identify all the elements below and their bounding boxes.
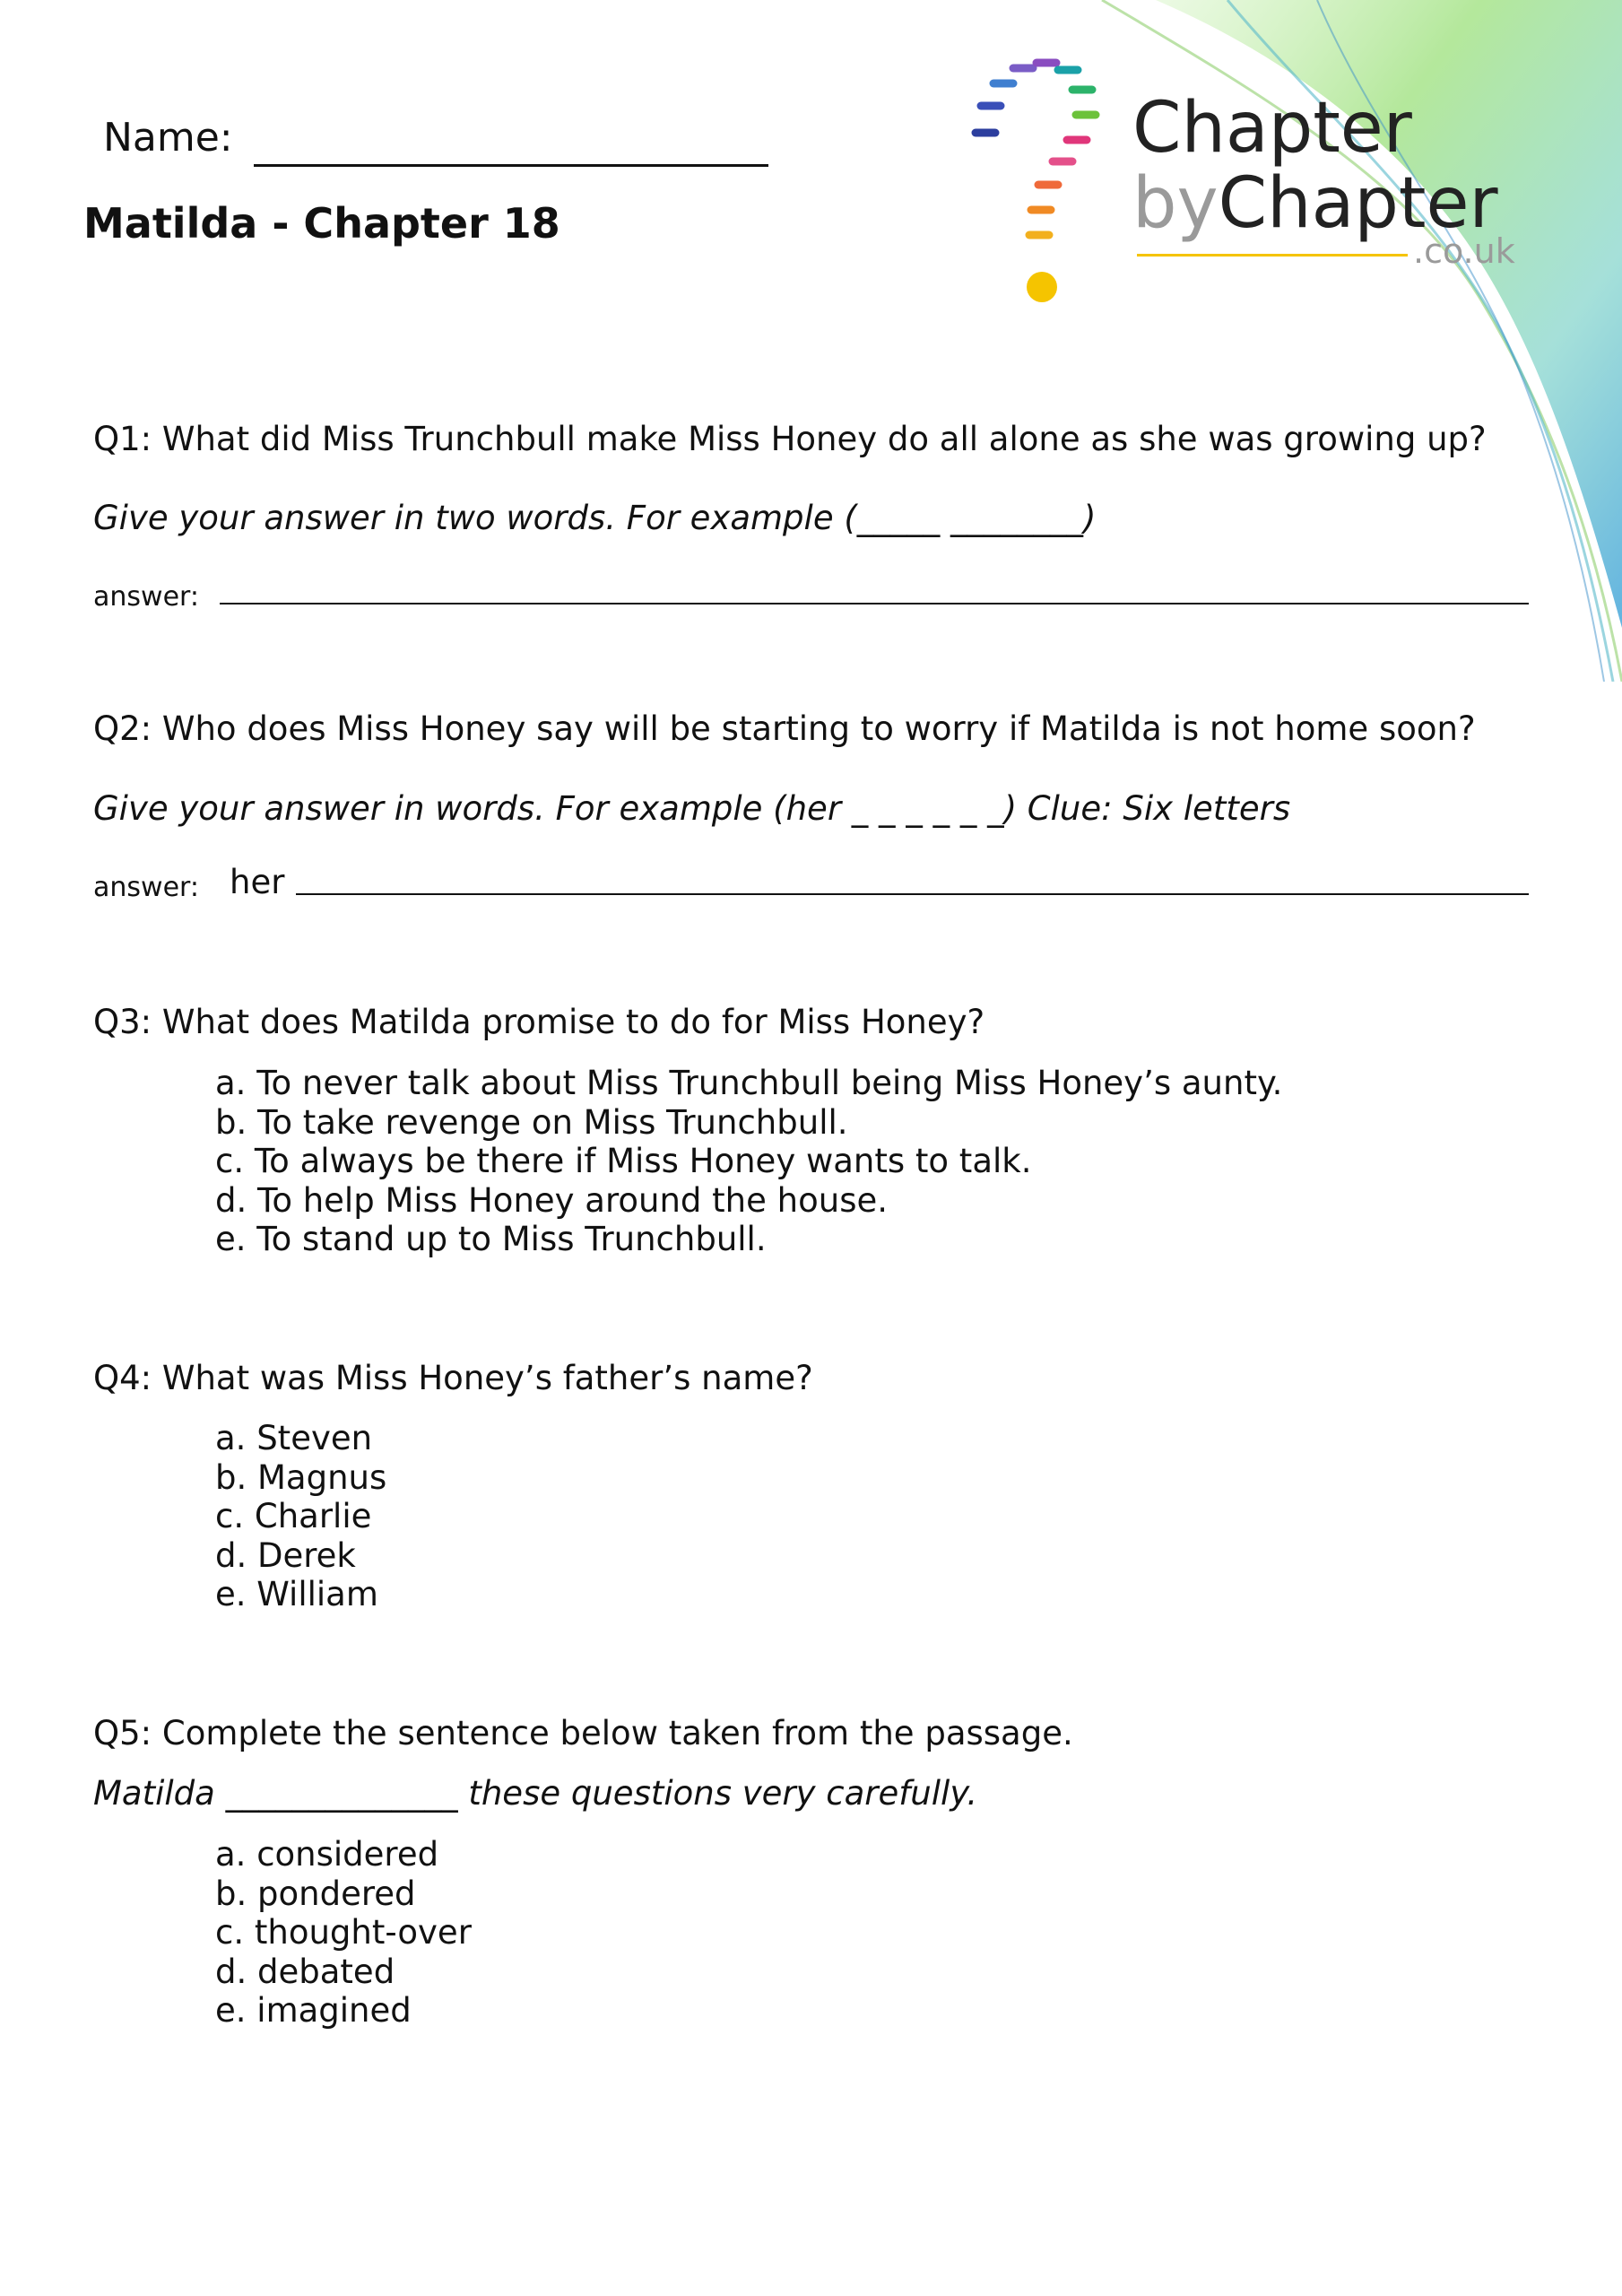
question-4-option[interactable]: b. Magnus — [215, 1457, 387, 1497]
question-4-options — [215, 1419, 386, 1614]
question-5-sentence: Matilda ______________ these questions very carefully. — [93, 1774, 978, 1813]
question-3-options — [215, 1064, 1282, 1259]
logo-domain-suffix: .co.uk — [1413, 231, 1515, 271]
question-5-option[interactable]: a. considered — [215, 1835, 439, 1874]
question-5-options — [215, 1835, 472, 2031]
question-2-answer-line[interactable] — [296, 893, 1529, 895]
question-5-option[interactable]: c. thought-over — [215, 1913, 472, 1952]
worksheet-title: Matilda - Chapter 18 — [83, 199, 560, 248]
question-5-text: Q5: Complete the sentence below taken from the passage. — [93, 1714, 1073, 1752]
question-5-option[interactable]: d. debated — [215, 1952, 395, 1991]
logo-underline — [1137, 254, 1408, 257]
name-label: Name: — [103, 115, 233, 161]
question-1-answer-line[interactable] — [220, 603, 1529, 604]
question-1-answer-label: answer: — [93, 581, 199, 613]
question-4-option[interactable]: a. Steven — [215, 1419, 373, 1457]
question-5-option[interactable]: e. imagined — [215, 1991, 412, 2030]
logo-text-by: by — [1132, 163, 1219, 244]
question-3-option[interactable]: b. To take revenge on Miss Trunchbull. — [215, 1102, 848, 1142]
question-4-option[interactable]: e. William — [215, 1575, 378, 1613]
question-3-option[interactable]: e. To stand up to Miss Trunchbull. — [215, 1220, 767, 1258]
question-2-answer-label: answer: — [93, 872, 199, 903]
question-3-option[interactable]: d. To help Miss Honey around the house. — [215, 1180, 888, 1220]
question-3-option[interactable]: a. To never talk about Miss Trunchbull being Miss Honey’s aunty. — [215, 1064, 1283, 1102]
question-4-text: Q4: What was Miss Honey’s father’s name? — [93, 1359, 813, 1397]
question-1-text: Q1: What did Miss Trunchbull make Miss Honey do all alone as she was growing up? — [93, 420, 1487, 458]
question-3-option[interactable]: c. To always be there if Miss Honey wants to talk. — [215, 1142, 1032, 1180]
logo-text-bychapter — [1132, 163, 1498, 244]
logo-text-chapter: Chapter — [1132, 88, 1412, 169]
name-field-line[interactable] — [254, 164, 768, 167]
question-2-answer-prefill: her — [230, 863, 285, 901]
chapter-by-chapter-logo-icon — [959, 52, 1139, 312]
question-1-hint: Give your answer in two words. For example (_____ ________) — [93, 499, 1097, 537]
question-2-hint: Give your answer in words. For example (her _ _ _ _ _ _) Clue: Six letters — [93, 789, 1291, 828]
question-5-option[interactable]: b. pondered — [215, 1874, 416, 1913]
question-3-text: Q3: What does Matilda promise to do for Miss Honey? — [93, 1003, 985, 1041]
question-4-option[interactable]: c. Charlie — [215, 1497, 372, 1535]
question-2-text: Q2: Who does Miss Honey say will be starting to worry if Matilda is not home soon? — [93, 709, 1476, 748]
question-4-option[interactable]: d. Derek — [215, 1535, 356, 1575]
logo-text-chapter-2: Chapter — [1218, 163, 1498, 244]
